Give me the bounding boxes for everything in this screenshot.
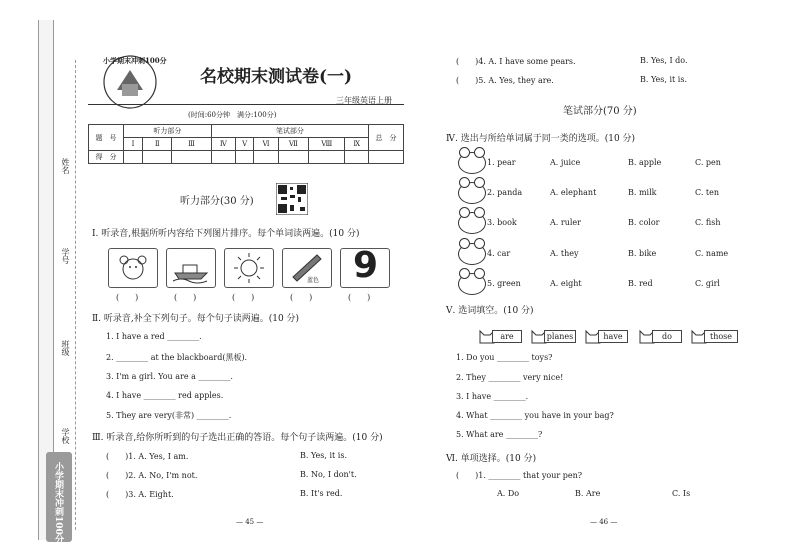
- roman-col: Ⅲ: [172, 138, 211, 151]
- logo-door: [122, 84, 138, 96]
- roman-col: Ⅷ: [309, 138, 345, 151]
- fill-blank-item: 1. Do you ________ toys?: [456, 353, 553, 362]
- choice-question: ( )2. A. No, I'm not.: [106, 471, 198, 480]
- score-table: [88, 124, 404, 164]
- section-1-heading: Ⅰ. 听录音,根据所听内容给下列图片排序。每个单词读两遍。(10 分): [92, 229, 360, 239]
- written-title: 笔试部分(70 分): [563, 106, 637, 117]
- name-field[interactable]: 姓名: [61, 158, 70, 174]
- single-choice-question: ( )1. ________ that your pen?: [456, 471, 583, 480]
- fill-blank-item: 5. What are ________?: [456, 430, 543, 439]
- picture-teddy-bear: [108, 248, 158, 288]
- option-c: C. pen: [695, 158, 721, 167]
- score-header-total: 总 分: [369, 125, 404, 151]
- word-bank-card: [638, 327, 684, 345]
- score-cell[interactable]: [124, 151, 143, 164]
- option-a: A. elephant: [550, 188, 597, 197]
- picture-crayon: [282, 248, 332, 288]
- margin-badge-text: 小学期末冲刺100分: [53, 462, 63, 544]
- answer-paren[interactable]: ( ): [174, 293, 197, 302]
- word-bank-item[interactable]: have: [598, 330, 628, 343]
- word-prompt: 5. green: [487, 279, 521, 288]
- option-b: B. color: [628, 218, 660, 227]
- header-rule: [88, 104, 404, 105]
- word-bank-card: [584, 327, 630, 345]
- choice-option-b: B. Yes, it is.: [300, 451, 347, 460]
- score-cell[interactable]: [143, 151, 172, 164]
- ship-icon: [167, 249, 215, 287]
- section-2-heading: Ⅱ. 听录音,补全下列句子。每个句子读两遍。(10 分): [92, 314, 300, 324]
- bear-answer-box[interactable]: [458, 243, 486, 265]
- roman-col: Ⅰ: [124, 138, 143, 151]
- score-cell[interactable]: [211, 151, 235, 164]
- section-6-heading: Ⅵ. 单项选择。(10 分): [446, 454, 537, 464]
- option-c: C. name: [695, 249, 729, 258]
- time-info: (时间:60分钟 满分:100分): [188, 111, 277, 119]
- option-c: C. ten: [695, 188, 720, 197]
- choice-option-b: B. No, I don't.: [300, 470, 357, 479]
- word-bank-card: [478, 327, 524, 345]
- score-cell[interactable]: [254, 151, 278, 164]
- section-5-heading: Ⅴ. 选词填空。(10 分): [446, 306, 534, 316]
- choice-option-b: B. Yes, it is.: [640, 75, 687, 84]
- listening-title: 听力部分(30 分): [180, 196, 254, 207]
- option-b: B. milk: [628, 188, 657, 197]
- sentence-item: 2. ________ at the blackboard(黑板).: [106, 353, 248, 362]
- option-b: B. bike: [628, 249, 657, 258]
- answer-paren[interactable]: ( ): [290, 293, 313, 302]
- roman-col: Ⅶ: [278, 138, 308, 151]
- choice-question: ( )5. A. Yes, they are.: [456, 76, 554, 85]
- page-number-left: — 45 —: [236, 518, 264, 526]
- word-bank-card: [530, 327, 578, 345]
- score-cell[interactable]: [235, 151, 253, 164]
- bear-answer-box[interactable]: [458, 182, 486, 204]
- picture-digit: 9: [353, 245, 379, 286]
- option-a: A. eight: [550, 279, 582, 288]
- option-a: A. they: [550, 249, 579, 258]
- score-cell[interactable]: [345, 151, 369, 164]
- sentence-item: 4. I have ________ red apples.: [106, 391, 224, 400]
- bear-answer-box[interactable]: [458, 212, 486, 234]
- binding-line: [75, 60, 76, 530]
- class-field[interactable]: 班级: [61, 340, 70, 356]
- picture-number-nine: [340, 245, 390, 288]
- score-cell[interactable]: [309, 151, 345, 164]
- fill-blank-item: 3. I have ________.: [456, 392, 529, 401]
- word-prompt: 3. book: [487, 218, 517, 227]
- single-choice-option: C. Is: [672, 489, 691, 498]
- word-bank-item[interactable]: are: [492, 330, 522, 343]
- option-b: B. red: [628, 279, 653, 288]
- word-prompt: 1. pear: [487, 158, 516, 167]
- roman-col: Ⅵ: [254, 138, 278, 151]
- option-a: A. ruler: [550, 218, 581, 227]
- word-prompt: 2. panda: [487, 188, 523, 197]
- page-title: 名校期末测试卷(一): [200, 67, 353, 87]
- answer-paren[interactable]: ( ): [348, 293, 371, 302]
- choice-question: ( )1. A. Yes, I am.: [106, 452, 189, 461]
- section-3-heading: Ⅲ. 听录音,给你所听到的句子选出正确的答语。每个句子读两遍。(10 分): [92, 433, 383, 443]
- word-prompt: 4. car: [487, 249, 511, 258]
- score-header-num: 题 号: [89, 125, 124, 151]
- section-4-heading: Ⅳ. 选出与所给单词属于同一类的选项。(10 分): [446, 134, 636, 144]
- score-header-listening: 听力部分: [124, 125, 212, 138]
- score-cell[interactable]: [172, 151, 211, 164]
- option-c: C. girl: [695, 279, 720, 288]
- option-b: B. apple: [628, 158, 662, 167]
- score-cell[interactable]: [369, 151, 404, 164]
- choice-option-b: B. Yes, I do.: [640, 56, 688, 65]
- option-a: A. juice: [550, 158, 581, 167]
- bear-answer-box[interactable]: [458, 273, 486, 295]
- single-choice-option: B. Are: [575, 489, 601, 498]
- word-bank-card: [690, 327, 740, 345]
- answer-paren[interactable]: ( ): [232, 293, 255, 302]
- choice-question: ( )3. A. Eight.: [106, 490, 174, 499]
- choice-option-b: B. It's red.: [300, 489, 343, 498]
- score-cell[interactable]: [278, 151, 308, 164]
- word-bank-item[interactable]: those: [704, 330, 738, 343]
- answer-paren[interactable]: ( ): [116, 293, 139, 302]
- roman-col: Ⅸ: [345, 138, 369, 151]
- roman-col: Ⅱ: [143, 138, 172, 151]
- bear-answer-box[interactable]: [458, 152, 486, 174]
- roman-col: Ⅳ: [211, 138, 235, 151]
- page-number-right: — 46 —: [590, 518, 618, 526]
- roman-col: Ⅴ: [235, 138, 253, 151]
- score-header-written: 笔试部分: [211, 125, 368, 138]
- sentence-item: 3. I'm a girl. You are a ________.: [106, 372, 233, 381]
- qr-code-icon[interactable]: [276, 183, 308, 215]
- single-choice-option: A. Do: [497, 489, 520, 498]
- crayon-label: 蓝色: [307, 277, 320, 284]
- sentence-item: 1. I have a red ________.: [106, 332, 202, 341]
- word-bank-item[interactable]: do: [652, 330, 682, 343]
- teddy-bear-icon: [109, 249, 157, 287]
- choice-question: ( )4. A. I have some pears.: [456, 57, 576, 66]
- grade-label: 三年级英语上册: [336, 96, 392, 105]
- picture-ship: [166, 248, 216, 288]
- logo-text: 小学期末冲刺100分: [103, 56, 167, 65]
- fill-blank-item: 4. What ________ you have in your bag?: [456, 411, 614, 420]
- school-field[interactable]: 学校: [61, 428, 70, 444]
- picture-sun: [224, 248, 274, 288]
- sentence-item: 5. They are very(非常) ________.: [106, 411, 232, 420]
- option-c: C. fish: [695, 218, 721, 227]
- score-row-label: 得 分: [89, 151, 124, 164]
- sun-icon: [225, 249, 273, 287]
- word-bank-item[interactable]: planes: [544, 330, 576, 343]
- fill-blank-item: 2. They ________ very nice!: [456, 373, 564, 382]
- id-field[interactable]: 学号: [61, 248, 70, 264]
